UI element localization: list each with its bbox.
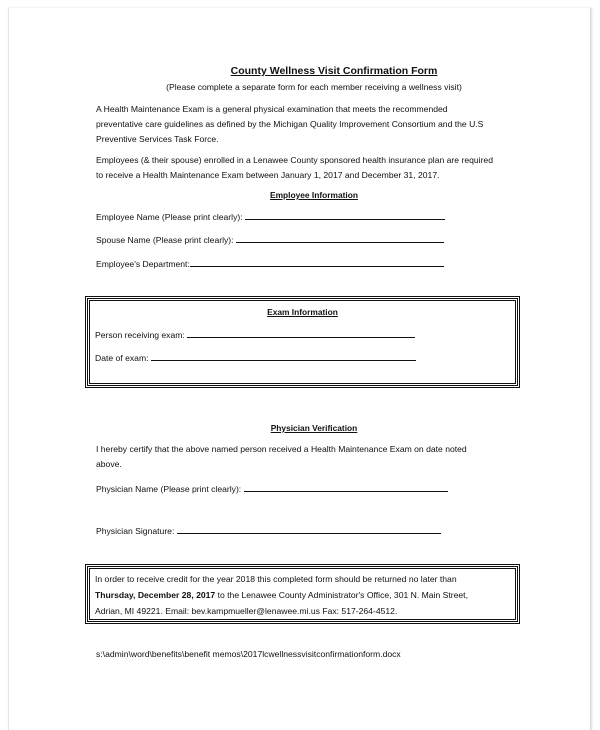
employee-name-line[interactable]	[245, 211, 445, 220]
department-field[interactable]	[96, 258, 444, 270]
signature-line[interactable]	[177, 525, 441, 534]
intro-line: A Health Maintenance Exam is a general physical examination that meets the recommended	[96, 104, 448, 114]
employee-name-field[interactable]	[96, 211, 445, 223]
person-line[interactable]	[187, 329, 415, 338]
certify-line: I hereby certify that the above named person received a Health Maintenance Exam on date noted	[96, 444, 467, 454]
field-label: Employee Name (Please print clearly):	[96, 212, 243, 222]
eligibility-line: Employees (& their spouse) enrolled in a Lenawee County sponsored health insurance plan are required	[96, 155, 493, 165]
form-subtitle: (Please complete a separate form for each member receiving a wellness visit)	[166, 82, 462, 92]
physician-name-field[interactable]	[96, 483, 448, 495]
spouse-name-line[interactable]	[236, 234, 444, 243]
field-label: Spouse Name (Please print clearly):	[96, 235, 234, 245]
intro-line: Preventive Services Task Force.	[96, 134, 219, 144]
notice-text: to the Lenawee County Administrator's Office, 301 N. Main Street,	[215, 590, 468, 600]
date-of-exam-field[interactable]	[95, 352, 416, 364]
footer-file-path: s:\admin\word\benefits\benefit memos\2017lcwellnessvisitconfirmationform.docx	[96, 649, 401, 659]
spouse-name-field[interactable]	[96, 234, 444, 246]
field-label: Employee's Department:	[96, 259, 190, 269]
employee-info-heading: Employee Information	[270, 190, 358, 200]
department-line[interactable]	[190, 258, 444, 267]
return-notice-box	[87, 566, 518, 622]
deadline: Thursday, December 28, 2017	[95, 590, 216, 600]
physician-verification-heading: Physician Verification	[270, 423, 358, 433]
field-label: Physician Signature:	[96, 526, 175, 536]
certify-line: above.	[96, 459, 122, 469]
field-label: Date of exam:	[95, 353, 149, 363]
field-label: Physician Name (Please print clearly):	[96, 484, 242, 494]
intro-line: preventative care guidelines as defined by the Michigan Quality Improvement Consortium and the U.S	[96, 119, 484, 129]
notice-line: In order to receive credit for the year 2018 this completed form should be returned no later than	[95, 574, 457, 584]
exam-info-heading: Exam Information	[267, 307, 338, 317]
field-label: Person receiving exam:	[95, 330, 185, 340]
notice-line	[95, 590, 468, 601]
eligibility-line: to receive a Health Maintenance Exam between January 1, 2017 and December 31, 2017.	[96, 170, 440, 180]
notice-line: Adrian, MI 49221. Email: bev.kampmueller@lenawee.mi.us Fax: 517-264-4512.	[95, 606, 398, 616]
exam-info-box	[87, 298, 518, 386]
physician-signature-field[interactable]	[96, 525, 441, 537]
physician-name-line[interactable]	[244, 483, 448, 492]
date-line[interactable]	[151, 352, 416, 361]
form-title: County Wellness Visit Confirmation Form	[230, 65, 438, 77]
person-receiving-exam-field[interactable]	[95, 329, 415, 341]
